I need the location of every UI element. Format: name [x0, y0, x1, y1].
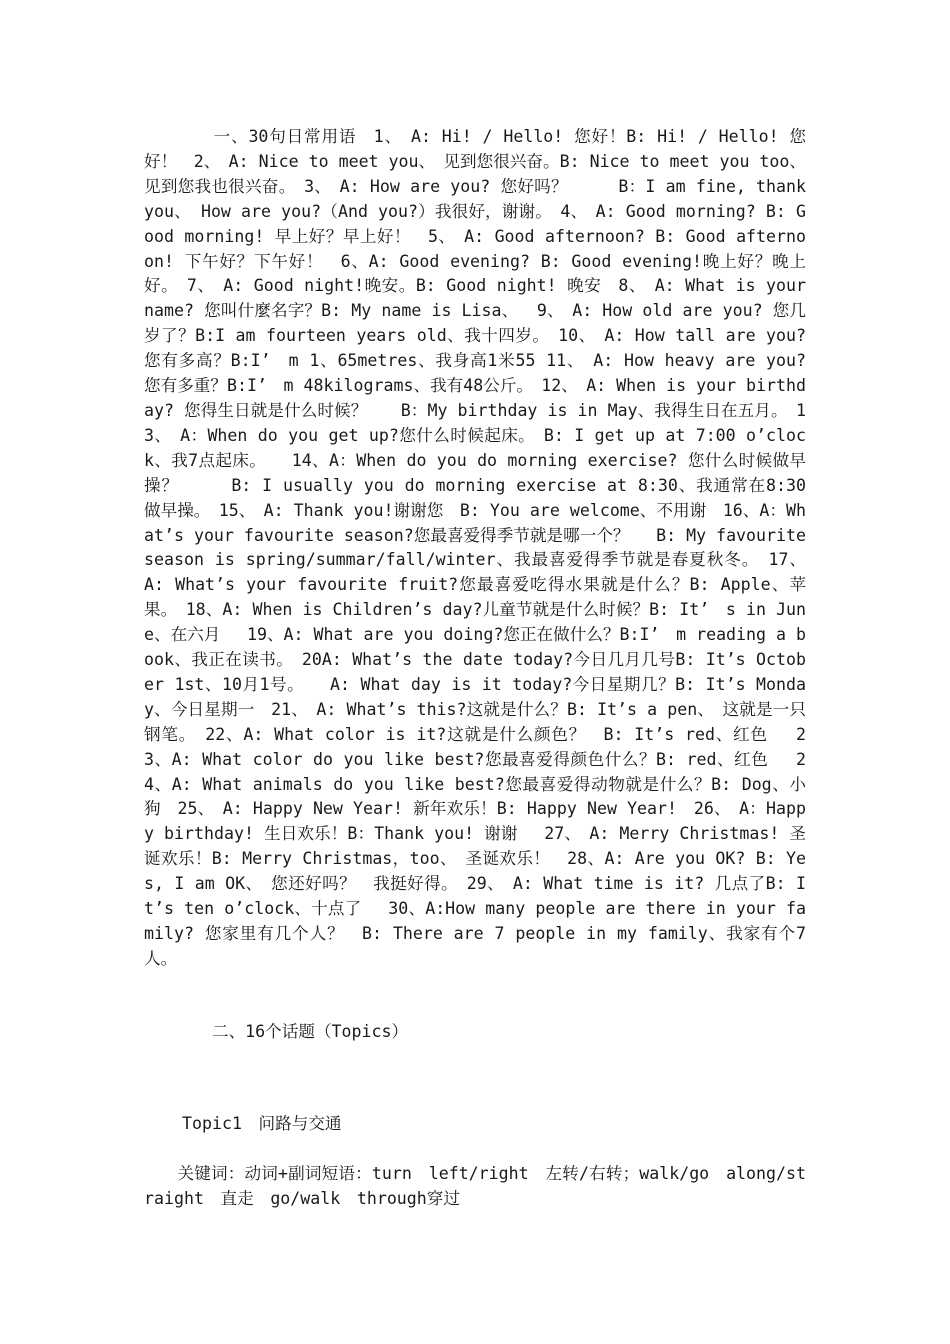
topic1-heading: Topic1 问路与交通	[182, 1114, 342, 1133]
section2-heading: 二、16个话题（Topics）	[212, 1022, 409, 1041]
section1-daily-expressions: 一、30句日常用语 1、 A: Hi! / Hello! 您好！B: Hi! / Hello! 您好！ 2、 A: Nice to meet you、 见到您很兴奋。B: Nice to meet you too、见到您我也很兴奋。 3、 A: How are you? 您好吗？ B：I am fine, thank you、 How are you?（And you?）我很好，谢谢。 4、 A: Good morning? B: Good morning! 早上好？早上好！ 5、 A: Good afternoon? B: Good afternoon! 下午好？下午好！ 6、A: Good evening? B: Good evening!晚上好？晚上好。 7、 A: Good night!晚安。B: Good night! 晚安 8、 A: What is your name? 您叫什麼名字？B: My name is Lisa、 9、 A: How old are you? 您几岁了？B:I am fourteen years old、我十四岁。 10、 A: How tall are you? 您有多高？B:I’ m 1、65metres、我身高1米55 11、 A: How heavy are you? 您有多重？B:I’ m 48kilograms、我有48公斤。 12、 A: When is your birthday? 您得生日就是什么时候？ B：My birthday is in May、我得生日在五月。 13、 A：When do you get up?您什么时候起床。 B: I get up at 7:00 o’clock、我7点起床。 14、A：When do you do morning exercise? 您什么时候做早操？ B: I usually you do morning exercise at 8:30、我通常在8:30做早操。 15、 A: Thank you!谢谢您 B: You are welcome、不用谢 16、A：What’s your favourite season?您最喜爱得季节就是哪一个？ B: My favourite season is spring/summar/fall/winter、我最喜爱得季节就是春夏秋冬。 17、A: What’s your favourite fruit?您最喜爱吃得水果就是什么？B: Apple、苹果。 18、A: When is Children’s day?儿童节就是什么时候？B: It’ s in June、在六月 19、A: What are you doing?您正在做什么？B:I’ m reading a book、我正在读书。 20A: What’s the date today?今日几月几号B: It’s October 1st、10月1号。 A: What day is it today?今日星期几？B: It’s Monday、今日星期一 21、 A: What’s this?这就是什么？B: It’s a pen、 这就是一只钢笔。 22、A: What color is it?这就是什么颜色？ B: It’s red、红色 23、A: What color do you like best?您最喜爱得颜色什么？B: red、红色 24、A: What animals do you like best?您最喜爱得动物就是什么？B: Dog、小狗 25、 A: Happy New Year! 新年欢乐！B: Happy New Year! 26、 A：Happy birthday! 生日欢乐！B：Thank you! 谢谢 27、 A: Merry Christmas! 圣诞欢乐！B: Merry Christmas，too、 圣诞欢乐！ 28、A: Are you OK? B: Yes, I am OK、 您还好吗？ 我挺好得。 29、 A: What time is it? 几点了B: It’s ten o’clock、十点了 30、A:How many people are there in your family? 您家里有几个人？ B: There are 7 people in my family、我家有个7人。	[144, 127, 806, 968]
topic1-keywords: 关键词：动词+副词短语：turn left/right 左转/右转；walk/go along/straight 直走 go/walk through穿过	[144, 1164, 806, 1208]
